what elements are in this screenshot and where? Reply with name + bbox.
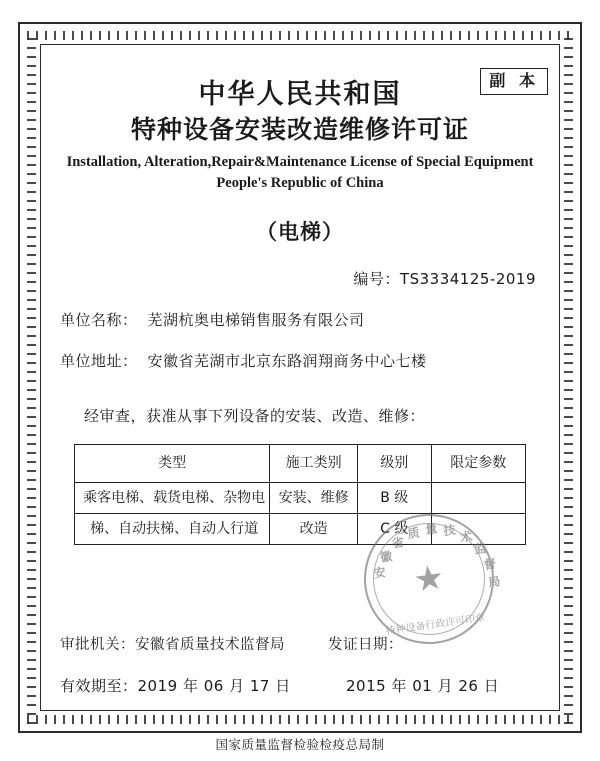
title-english-license: Installation, Alteration,Repair&Maintenance License of Special Equipment xyxy=(66,154,534,171)
issue-date-label: 发证日期： xyxy=(328,637,403,653)
equipment-category: （电梯） xyxy=(256,220,344,245)
border-fret-right xyxy=(564,31,573,724)
border-fret-bottom xyxy=(27,715,573,724)
seal-arc-text: 安 徽 省 质 量 技 术 监 督 局 xyxy=(372,521,502,590)
table-header-category: 施工类别 xyxy=(270,445,358,482)
field-company-name xyxy=(46,309,554,330)
validity-row xyxy=(46,675,554,701)
field-company-address-label: 单位地址： xyxy=(60,352,138,371)
cell-level: B 级 xyxy=(357,482,431,513)
approval-authority-value: 安徽省质量技术监督局 xyxy=(135,637,285,653)
title-block xyxy=(46,52,554,192)
copy-badge: 副 本 xyxy=(480,68,548,95)
bottom-issuer-text: 国家质量监督检验检疫总局制 xyxy=(215,737,385,752)
valid-until-value: 2019 年 06 月 17 日 xyxy=(137,677,291,695)
cell-category: 改造 xyxy=(270,513,358,544)
valid-until-label: 有效期至： xyxy=(60,677,138,695)
seal-bottom-text: 特种设备行政许可印章 xyxy=(385,612,486,638)
field-company-address xyxy=(46,350,554,371)
table-header-level: 级别 xyxy=(357,445,431,482)
document-content xyxy=(46,52,554,707)
border-fret-left xyxy=(27,31,36,724)
table-row xyxy=(75,482,526,513)
table-header-row xyxy=(75,445,526,482)
field-company-address-value: 安徽省芜湖市北京东路润翔商务中心七楼 xyxy=(147,352,427,371)
table-header-limit: 限定参数 xyxy=(431,445,525,482)
approval-row xyxy=(46,633,554,659)
official-seal: 安 徽 省 质 量 技 术 监 督 局 ★ 特种设备行政许可印章 xyxy=(356,506,503,653)
certificate-number: 编号：TS3334125-2019 xyxy=(353,270,536,289)
table-header-type: 类型 xyxy=(75,445,270,482)
scope-statement: 经审查，获准从事下列设备的安装、改造、维修： xyxy=(84,407,426,426)
field-company-name-value: 芜湖杭奥电梯销售服务有限公司 xyxy=(147,311,365,330)
cell-type: 梯、自动扶梯、自动人行道 xyxy=(75,513,270,544)
page-title-license: 特种设备安装改造维修许可证 xyxy=(130,114,469,144)
approval-authority-label: 审批机关： xyxy=(60,637,135,653)
title-english-country: People's Republic of China xyxy=(216,175,384,192)
document-footer xyxy=(46,633,554,701)
cell-level: C 级 xyxy=(357,513,431,544)
field-company-name-label: 单位名称： xyxy=(60,311,138,330)
issue-date-value: 2015 年 01 月 26 日 xyxy=(346,677,500,695)
cell-category: 安装、维修 xyxy=(270,482,358,513)
cell-type: 乘客电梯、载货电梯、杂物电 xyxy=(75,482,270,513)
page-title-country: 中华人民共和国 xyxy=(198,79,402,110)
border-fret-top xyxy=(27,31,573,40)
